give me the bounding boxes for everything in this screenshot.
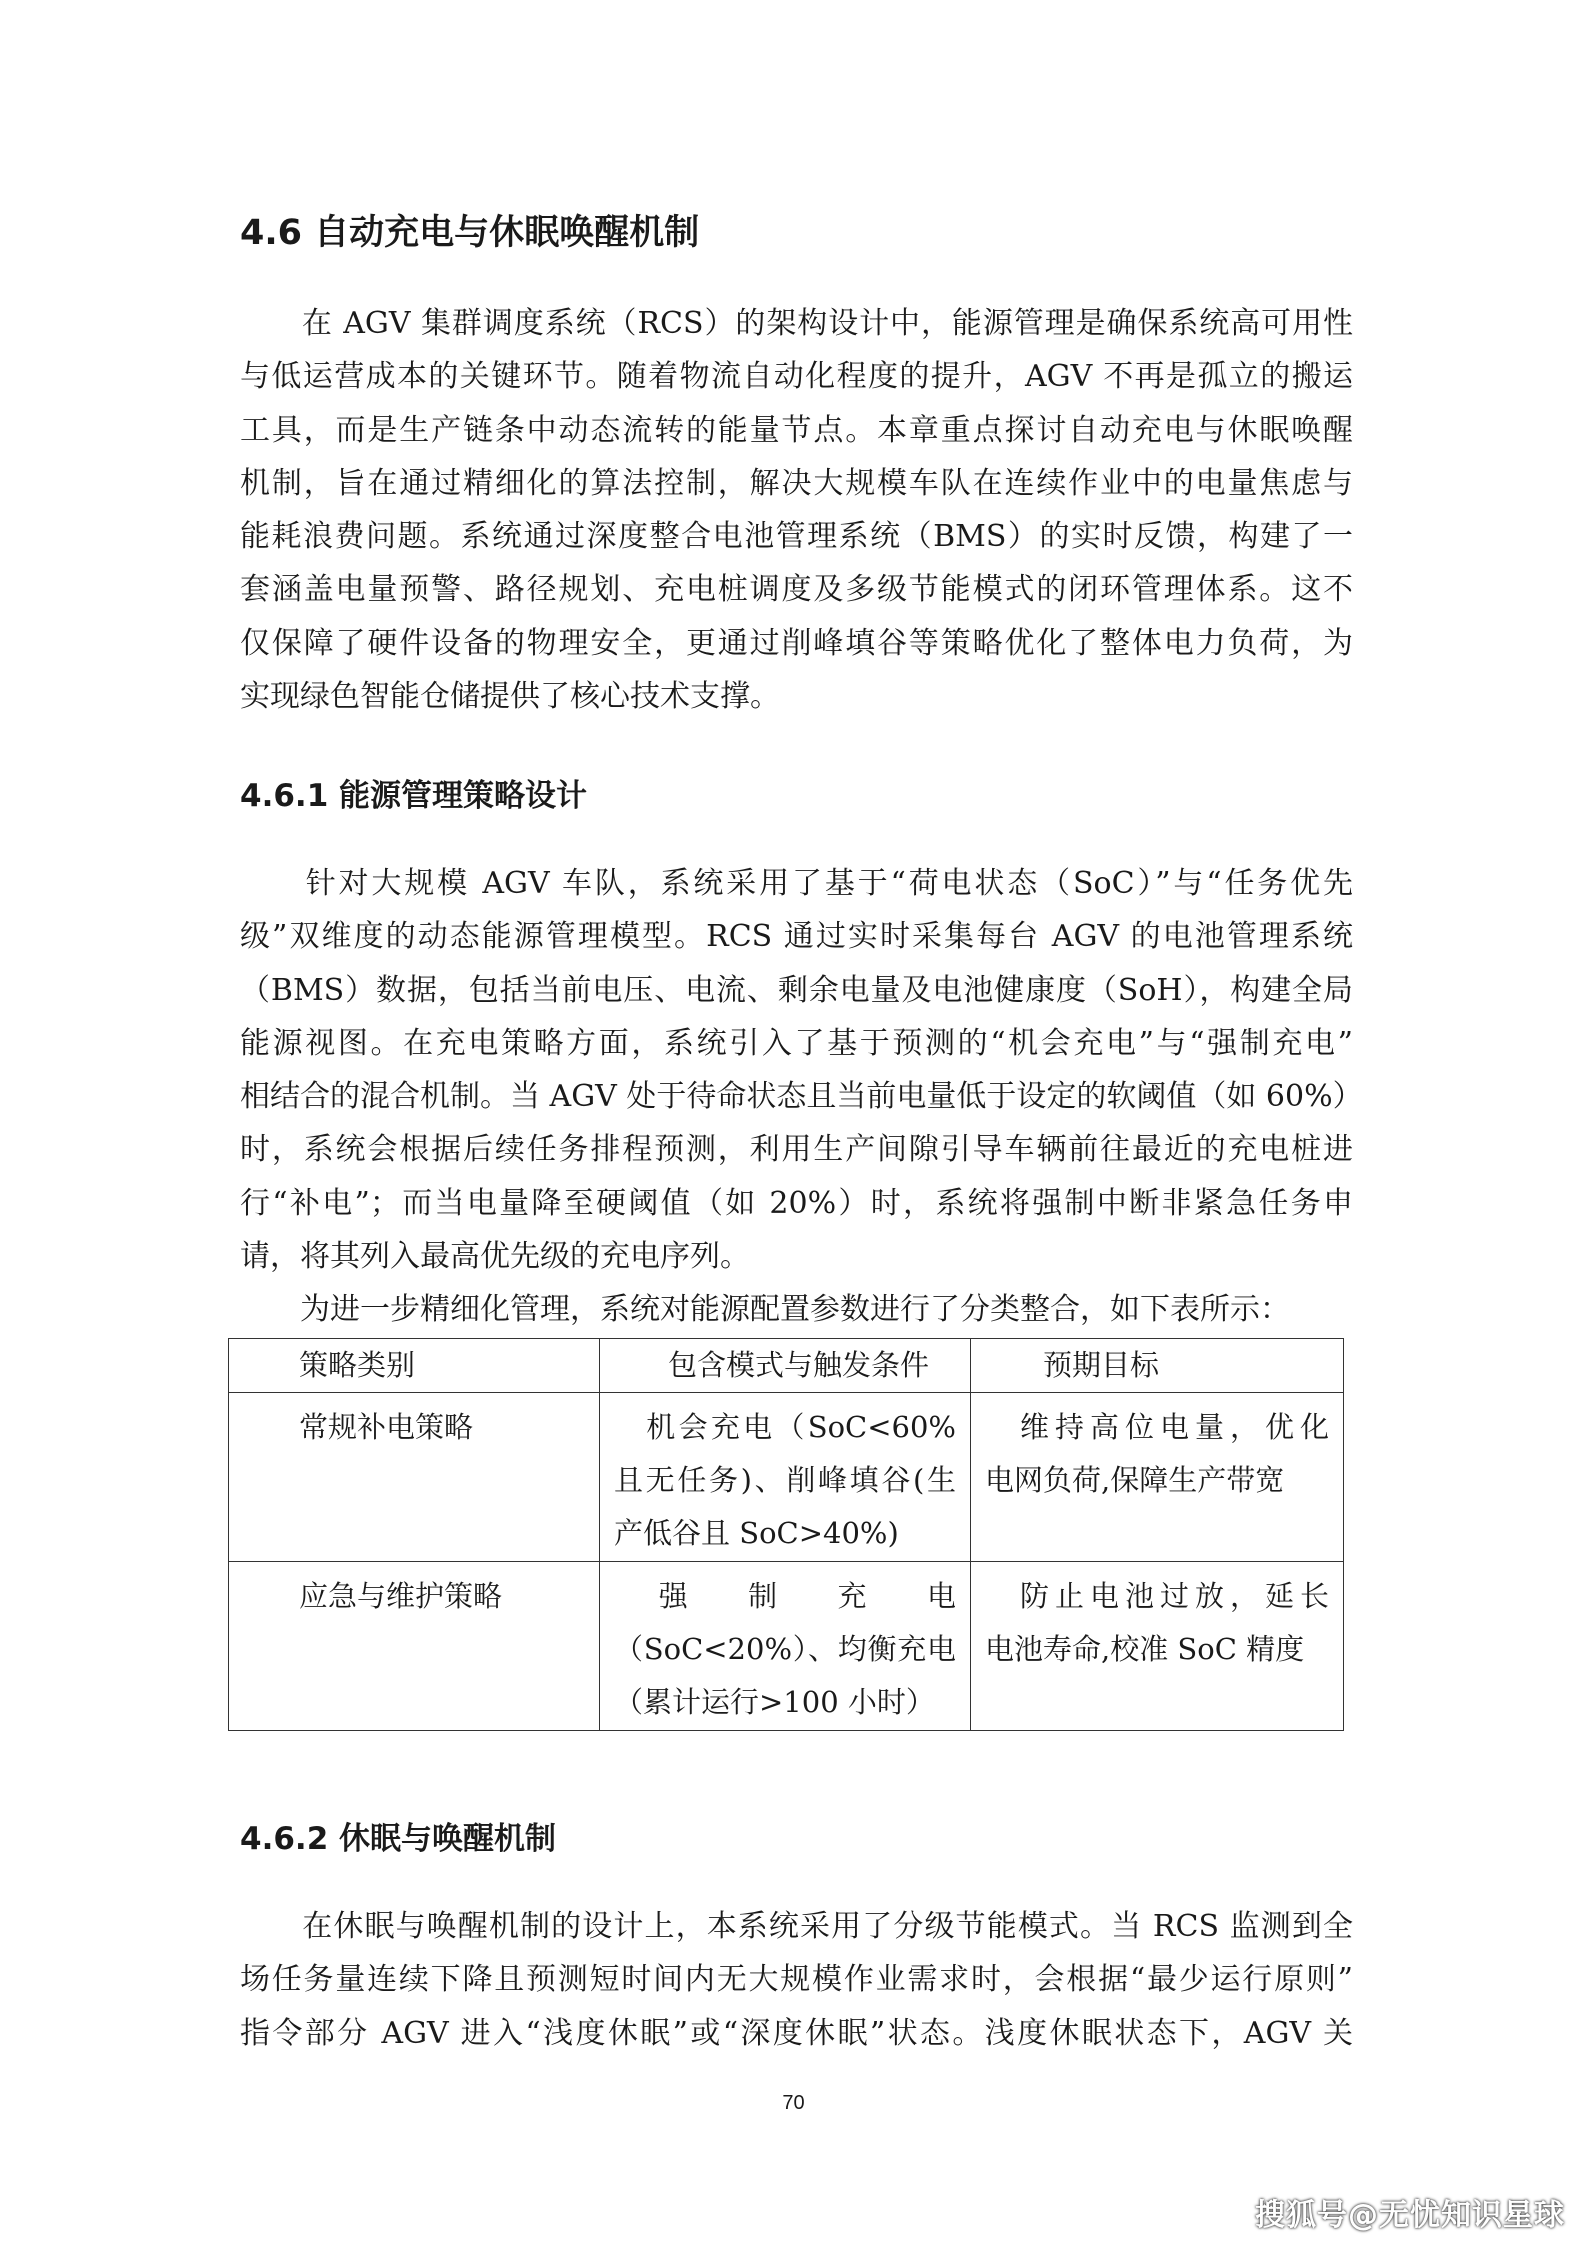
table-header-cell: 预期目标 [971,1339,1344,1393]
paragraph-line: 与低运营成本的关键环节。随着物流自动化程度的提升，AGV 不再是孤立的搬运 [240,359,1353,395]
table-header-row [229,1339,1344,1393]
cell-line: 维持高位电量，优化 [985,1410,1329,1444]
table-row [229,1562,1344,1731]
paragraph-line: 能源视图。在充电策略方面，系统引入了基于预测的“机会充电”与“强制充电” [240,1025,1353,1061]
paragraph-line: 实现绿色智能仓储提供了核心技术支撑。 [240,679,780,715]
goal-cell [971,1562,1344,1731]
page-number: 70 [782,2092,805,2114]
paragraph-line: 相结合的混合机制。当 AGV 处于待命状态且当前电量低于设定的软阈值（如 60%） [240,1079,1363,1115]
paragraph-line: （BMS）数据，包括当前电压、电流、剩余电量及电池健康度（SoH），构建全局 [240,972,1353,1008]
cell-line: 机会充电（SoC<60% [614,1410,956,1444]
table-row [229,1393,1344,1562]
subsection-title-sleep: 4.6.2 休眠与唤醒机制 [240,1821,557,1857]
intro-paragraph [240,297,1353,723]
paragraph-line: 请，将其列入最高优先级的充电序列。 [240,1239,750,1275]
sleep-paragraph [240,1900,1353,2060]
cell-line: 电网负荷,保障生产带宽 [985,1463,1285,1497]
table-header-cell: 策略类别 [229,1339,600,1393]
cell-line: 且无任务)、削峰填谷(生 [614,1463,956,1497]
cell-line: （累计运行>100 小时） [614,1685,935,1719]
paragraph-line: 工具，而是生产链条中动态流转的能量节点。本章重点探讨自动充电与休眠唤醒 [240,412,1353,448]
cell-line: 防止电池过放，延长 [985,1579,1329,1613]
paragraph-line: 时，系统会根据后续任务排程预测，利用生产间隙引导车辆前往最近的充电桩进 [240,1132,1353,1168]
paragraph-line: 仅保障了硬件设备的物理安全，更通过削峰填谷等策略优化了整体电力负荷，为 [240,625,1353,661]
category-cell: 应急与维护策略 [229,1562,600,1731]
paragraph-line: 在 AGV 集群调度系统（RCS）的架构设计中，能源管理是确保系统高可用性 [240,306,1353,341]
conditions-cell [600,1393,971,1562]
watermark: 搜狐号@无忧知识星球 [1255,2198,1565,2233]
paragraph-line: 机制，旨在通过精细化的算法控制，解决大规模车队在连续作业中的电量焦虑与 [240,465,1353,501]
section-title: 4.6 自动充电与休眠唤醒机制 [240,213,700,253]
subsection-title-energy: 4.6.1 能源管理策略设计 [240,778,588,814]
table-header-cell: 包含模式与触发条件 [600,1339,971,1393]
category-cell: 常规补电策略 [229,1393,600,1562]
energy-paragraph [240,857,1363,1337]
cell-line: （SoC<20%）、均衡充电 [614,1632,956,1666]
paragraph-line: 套涵盖电量预警、路径规划、充电桩调度及多级节能模式的闭环管理体系。这不 [240,572,1353,608]
table-intro-line: 为进一步精细化管理，系统对能源配置参数进行了分类整合，如下表所示： [240,1292,1290,1328]
paragraph-line: 能耗浪费问题。系统通过深度整合电池管理系统（BMS）的实时反馈，构建了一 [240,519,1353,555]
paragraph-line: 在休眠与唤醒机制的设计上，本系统采用了分级节能模式。当 RCS 监测到全 [240,1909,1353,1944]
paragraph-line: 行“补电”；而当电量降至硬阈值（如 20%）时，系统将强制中断非紧急任务申 [240,1185,1353,1221]
paragraph-line: 级”双维度的动态能源管理模型。RCS 通过实时采集每台 AGV 的电池管理系统 [240,919,1353,955]
conditions-cell [600,1562,971,1731]
paragraph-line: 针对大规模 AGV 车队，系统采用了基于“荷电状态（SoC）”与“任务优先 [240,866,1353,901]
paragraph-line: 指令部分 AGV 进入“浅度休眠”或“深度休眠”状态。浅度休眠状态下，AGV 关 [240,2015,1353,2051]
goal-cell [971,1393,1344,1562]
cell-line: 产低谷且 SoC>40%) [614,1516,899,1550]
paragraph-line: 场任务量连续下降且预测短时间内无大规模作业需求时，会根据“最少运行原则” [240,1962,1353,1998]
cell-line: 电池寿命,校准 SoC 精度 [985,1632,1305,1666]
strategy-table [228,1338,1344,1731]
cell-line: 强 制 充 电 [614,1579,956,1613]
